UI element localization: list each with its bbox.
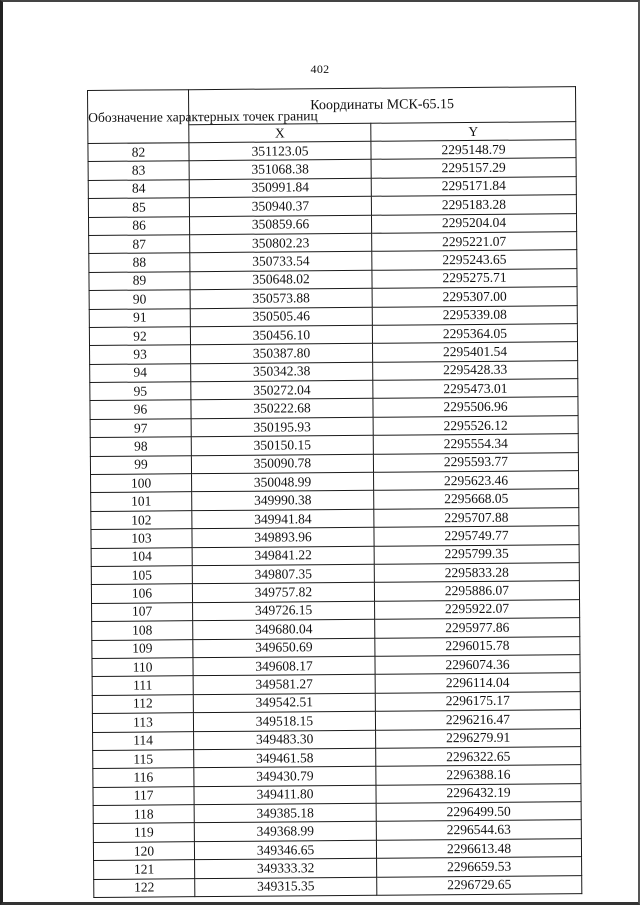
- cell-y: 2295148.79: [371, 140, 576, 160]
- cell-x: 349518.15: [193, 711, 375, 731]
- cell-x: 350505.46: [190, 307, 372, 327]
- cell-point: 83: [88, 161, 189, 180]
- cell-x: 351068.38: [189, 160, 371, 180]
- cell-x: 350940.37: [189, 196, 371, 216]
- cell-y: 2295473.01: [373, 379, 578, 399]
- cell-point: 116: [93, 768, 194, 787]
- cell-y: 2296015.78: [375, 636, 580, 656]
- cell-y: 2296216.47: [375, 710, 580, 730]
- cell-y: 2296613.48: [376, 838, 581, 858]
- cell-point: 111: [92, 676, 193, 695]
- cell-point: 95: [90, 382, 191, 401]
- cell-y: 2296432.19: [376, 783, 581, 803]
- cell-x: 349385.18: [194, 803, 376, 823]
- cell-x: 350733.54: [190, 252, 372, 272]
- cell-x: 350859.66: [189, 215, 371, 235]
- header-x: X: [189, 123, 371, 143]
- cell-point: 107: [92, 602, 193, 621]
- cell-point: 88: [89, 253, 190, 272]
- cell-point: 87: [89, 235, 190, 254]
- cell-x: 350456.10: [190, 325, 372, 345]
- cell-point: 122: [94, 878, 195, 897]
- cell-point: 117: [93, 786, 194, 805]
- cell-y: 2296114.04: [375, 673, 580, 693]
- cell-point: 114: [93, 731, 194, 750]
- cell-y: 2296544.63: [376, 820, 581, 840]
- cell-x: 350648.02: [190, 270, 372, 290]
- cell-point: 93: [90, 345, 191, 364]
- cell-y: 2295204.04: [371, 213, 576, 233]
- cell-point: 115: [93, 750, 194, 769]
- header-point-designation: Обозначение характерных точек границ: [88, 90, 189, 144]
- cell-x: 350573.88: [190, 288, 372, 308]
- cell-y: 2295886.07: [374, 581, 579, 601]
- cell-point: 113: [92, 713, 193, 732]
- cell-y: 2295401.54: [373, 342, 578, 362]
- cell-point: 121: [94, 860, 195, 879]
- cell-y: 2295339.08: [372, 305, 577, 325]
- cell-y: 2296659.53: [377, 857, 582, 877]
- cell-y: 2295275.71: [372, 268, 577, 288]
- cell-x: 349368.99: [194, 822, 376, 842]
- cell-point: 102: [91, 511, 192, 530]
- cell-x: 350802.23: [190, 233, 372, 253]
- cell-x: 350048.99: [192, 472, 374, 492]
- cell-y: 2295221.07: [372, 232, 577, 252]
- cell-y: 2296499.50: [376, 802, 581, 822]
- cell-y: 2295833.28: [374, 563, 579, 583]
- cell-y: 2295668.05: [374, 489, 579, 509]
- cell-y: 2295157.29: [371, 158, 576, 178]
- cell-y: 2295922.07: [375, 599, 580, 619]
- cell-point: 90: [89, 290, 190, 309]
- cell-x: 349841.22: [192, 546, 374, 566]
- cell-x: 349680.04: [193, 619, 375, 639]
- cell-x: 350150.15: [191, 436, 373, 456]
- cell-x: 349608.17: [193, 656, 375, 676]
- cell-x: 349461.58: [194, 748, 376, 768]
- cell-y: 2296279.91: [376, 728, 581, 748]
- cell-y: 2296175.17: [375, 691, 580, 711]
- cell-x: 350991.84: [189, 178, 371, 198]
- cell-point: 94: [90, 363, 191, 382]
- page-number: 402: [310, 62, 330, 76]
- cell-x: 349542.51: [193, 693, 375, 713]
- header-coordinates-group: Координаты МСК-65.15: [189, 87, 576, 125]
- cell-point: 85: [88, 198, 189, 217]
- cell-x: 349346.65: [194, 840, 376, 860]
- cell-y: 2295977.86: [375, 618, 580, 638]
- coordinates-table: [87, 86, 582, 898]
- cell-point: 97: [90, 419, 191, 438]
- cell-y: 2296074.36: [375, 655, 580, 675]
- cell-x: 349757.82: [192, 583, 374, 603]
- cell-y: 2296322.65: [376, 747, 581, 767]
- cell-point: 99: [90, 455, 191, 474]
- cell-point: 108: [92, 621, 193, 640]
- cell-point: 98: [90, 437, 191, 456]
- cell-point: 86: [88, 216, 189, 235]
- cell-x: 349941.84: [192, 509, 374, 529]
- cell-y: 2295749.77: [374, 526, 579, 546]
- cell-x: 349893.96: [192, 527, 374, 547]
- cell-x: 349726.15: [193, 601, 375, 621]
- cell-x: 350272.04: [191, 380, 373, 400]
- cell-x: 351123.05: [189, 141, 371, 161]
- cell-x: 350195.93: [191, 417, 373, 437]
- table-body: [88, 140, 582, 898]
- cell-point: 100: [91, 474, 192, 493]
- cell-y: 2295707.88: [374, 507, 579, 527]
- cell-point: 106: [91, 584, 192, 603]
- cell-x: 349581.27: [193, 675, 375, 695]
- cell-x: 349990.38: [192, 491, 374, 511]
- cell-x: 350387.80: [191, 344, 373, 364]
- cell-y: 2295799.35: [374, 544, 579, 564]
- cell-x: 349483.30: [194, 730, 376, 750]
- cell-point: 92: [89, 327, 190, 346]
- cell-y: 2295554.34: [373, 434, 578, 454]
- cell-point: 105: [91, 566, 192, 585]
- cell-point: 96: [90, 400, 191, 419]
- cell-point: 110: [92, 658, 193, 677]
- table-header: [88, 87, 576, 144]
- cell-x: 349650.69: [193, 638, 375, 658]
- cell-y: 2295307.00: [372, 287, 577, 307]
- cell-x: 349807.35: [192, 564, 374, 584]
- cell-x: 349315.35: [195, 877, 377, 897]
- header-y: Y: [371, 121, 576, 141]
- cell-point: 119: [93, 823, 194, 842]
- cell-x: 350222.68: [191, 399, 373, 419]
- cell-y: 2295526.12: [373, 416, 578, 436]
- cell-point: 103: [91, 529, 192, 548]
- cell-point: 89: [89, 271, 190, 290]
- cell-y: 2296729.65: [377, 875, 582, 895]
- table-row: [94, 875, 582, 897]
- cell-y: 2295171.84: [371, 176, 576, 196]
- cell-y: 2295428.33: [373, 360, 578, 380]
- cell-x: 349430.79: [194, 767, 376, 787]
- cell-y: 2295364.05: [372, 324, 577, 344]
- cell-y: 2295623.46: [374, 471, 579, 491]
- cell-point: 118: [93, 805, 194, 824]
- cell-y: 2295506.96: [373, 397, 578, 417]
- cell-point: 82: [88, 143, 189, 162]
- cell-y: 2295243.65: [372, 250, 577, 270]
- cell-x: 350090.78: [191, 454, 373, 474]
- cell-point: 91: [89, 308, 190, 327]
- cell-point: 104: [91, 547, 192, 566]
- cell-x: 349333.32: [195, 858, 377, 878]
- cell-y: 2295183.28: [371, 195, 576, 215]
- cell-x: 349411.80: [194, 785, 376, 805]
- cell-point: 84: [88, 179, 189, 198]
- cell-point: 120: [93, 842, 194, 861]
- cell-x: 350342.38: [191, 362, 373, 382]
- cell-point: 109: [92, 639, 193, 658]
- cell-point: 112: [92, 694, 193, 713]
- cell-y: 2296388.16: [376, 765, 581, 785]
- cell-point: 101: [91, 492, 192, 511]
- cell-y: 2295593.77: [373, 452, 578, 472]
